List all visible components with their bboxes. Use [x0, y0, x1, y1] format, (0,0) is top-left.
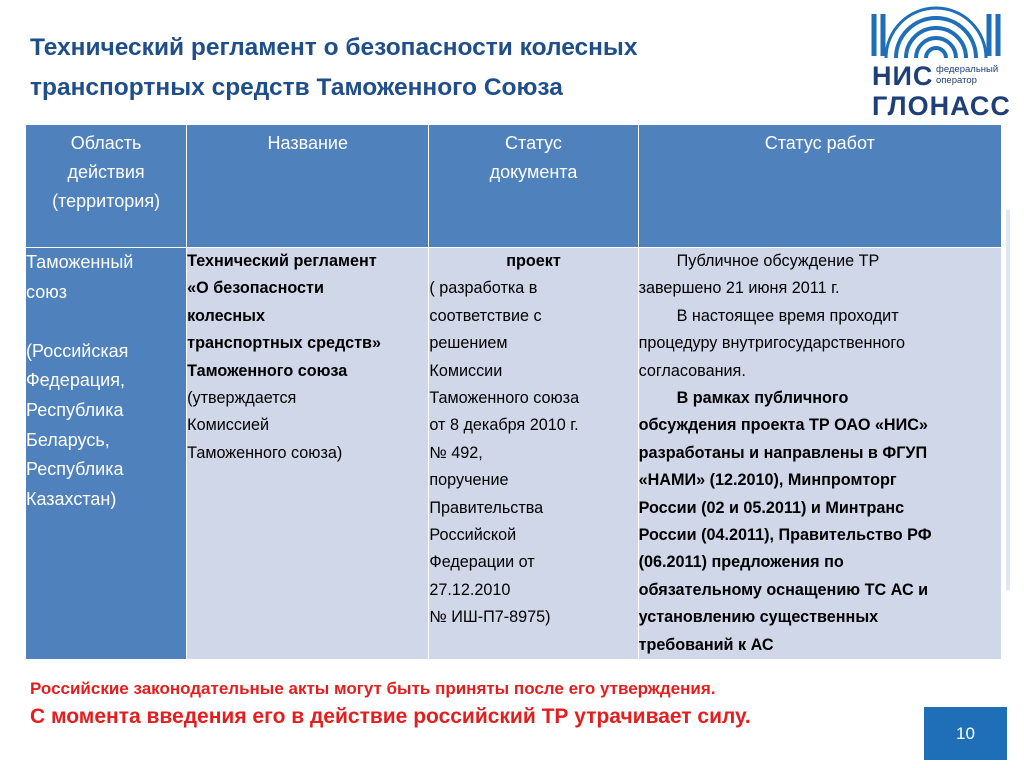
table-header-row — [26, 125, 1002, 248]
logo-text-nis: НИС — [872, 61, 934, 91]
regulation-table — [25, 124, 1002, 660]
header-name: Название — [187, 125, 429, 248]
logo-text-glonass: ГЛОНАСС — [872, 91, 1011, 121]
header-territory: Область действия (территория) — [26, 125, 187, 248]
decorative-accent — [1006, 210, 1010, 590]
cell-doc-status: проект ( разработка в соответствие с решением Комиссии Таможенного союза от 8 декабря 2010 г. № 492, поручение Правительства Российской Федерации от 27.12.2010 № ИШ-П7-8975) — [429, 248, 638, 660]
header-doc-status: Статус документа — [429, 125, 638, 248]
cell-work-status: Публичное обсуждение ТР завершено 21 июня 2011 г. В настоящее время проходит процедуру внутригосударственного согласования. В рамках публичного обсуждения проекта ТР ОАО «НИС» разработаны и направлены в ФГУП «НАМИ» (12.2010), Минпромторг России (02 и 05.2011) и Минтранс России (04.2011), Правительство РФ (06.2011) предложения по обязательному оснащению ТС АС и установлению существенных требований к АС — [638, 248, 1001, 660]
slide-title — [30, 28, 830, 108]
cell-name: Технический регламент «О безопасности колесных транспортных средств» Таможенного союза (утверждается Комиссией Таможенного союза) — [187, 248, 429, 660]
table-row — [26, 248, 1002, 660]
title-line-1: Технический регламент о безопасности колесных — [30, 34, 638, 61]
logo-subtitle: федеральный оператор — [936, 64, 999, 86]
page-number: 10 — [924, 707, 1007, 760]
title-line-2: транспортных средств Таможенного Союза — [30, 74, 563, 101]
cell-territory: Таможенный союз (Российская Федерация, Республика Беларусь, Республика Казахстан) — [26, 248, 187, 660]
footer-note-2: С момента введения его в действие российский ТР утрачивает силу. — [30, 705, 751, 728]
footer-note-1: Российские законодательные акты могут быть приняты после его утверждения. — [30, 679, 716, 698]
header-work-status: Статус работ — [638, 125, 1001, 248]
